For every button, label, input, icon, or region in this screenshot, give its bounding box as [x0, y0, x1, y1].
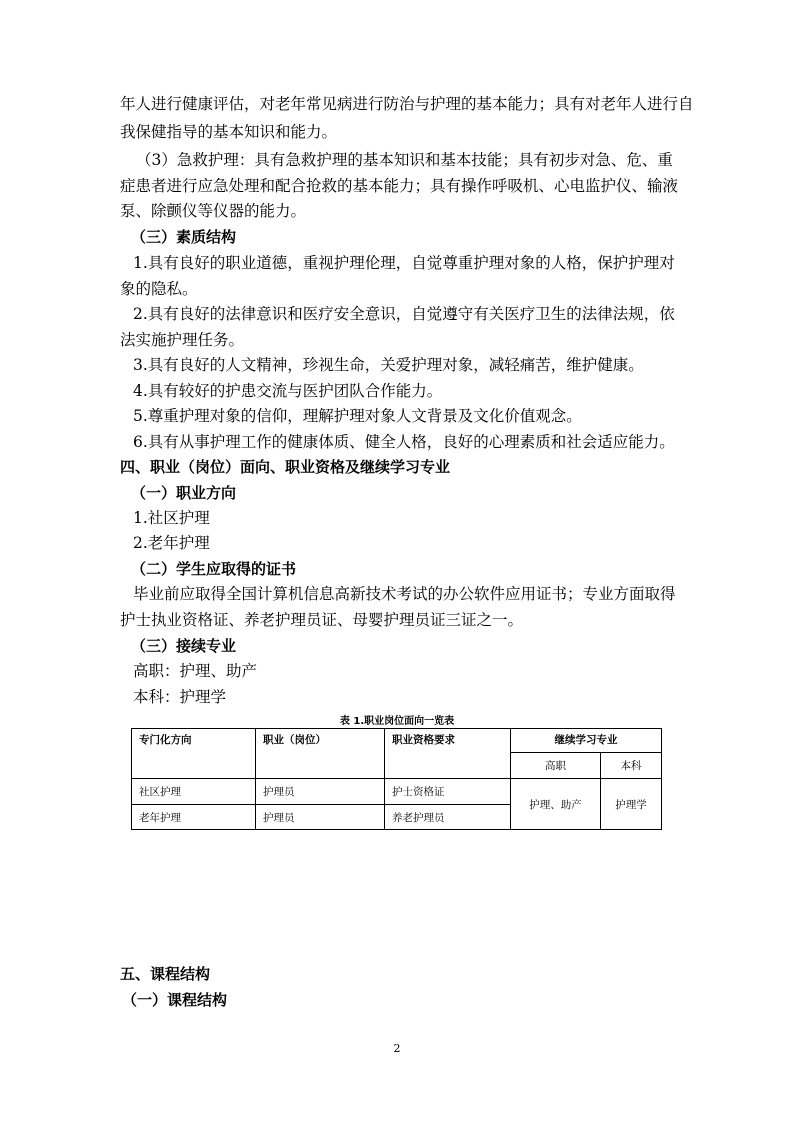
header-bachelor: 本科 — [601, 753, 662, 779]
cell-qualification: 护士资格证 — [385, 779, 511, 805]
body-line: 护士执业资格证、养老护理员证、母婴护理员证三证之一。 — [120, 611, 524, 629]
job-table — [131, 728, 662, 830]
body-line: 象的隐私。 — [120, 280, 198, 298]
body-line: 我保健指导的基本知识和能力。 — [120, 123, 338, 141]
cell-direction: 社区护理 — [132, 779, 256, 805]
header-direction: 专门化方向 — [132, 729, 256, 779]
body-line: 2.具有良好的法律意识和医疗安全意识，自觉遵守有关医疗卫生的法律法规，依 — [133, 305, 675, 323]
body-line: （3）急救护理：具有急救护理的基本知识和基本技能；具有初步对急、危、重 — [136, 151, 673, 169]
cell-vocational: 护理、助产 — [511, 779, 601, 830]
page-number: 2 — [393, 1042, 401, 1055]
body-line: 毕业前应取得全国计算机信息高新技术考试的办公软件应用证书；专业方面取得 — [133, 585, 676, 603]
body-line: 年人进行健康评估，对老年常见病进行防治与护理的基本能力；具有对老年人进行自 — [120, 95, 694, 113]
body-line: 本科：护理学 — [133, 688, 227, 706]
cell-qualification: 养老护理员 — [385, 805, 511, 830]
body-line: 6.具有从事护理工作的健康体质、健全人格，良好的心理素质和社会适应能力。 — [133, 433, 675, 451]
body-line: 泵、除颤仪等仪器的能力。 — [120, 202, 307, 220]
cell-direction: 老年护理 — [132, 805, 256, 830]
list-item: 1.社区护理 — [133, 509, 210, 527]
cell-job: 护理员 — [256, 805, 385, 830]
body-line: 5.尊重护理对象的信仰，理解护理对象人文背景及文化价值观念。 — [133, 407, 582, 425]
chapter-heading: 五、课程结构 — [120, 965, 211, 983]
section-heading: （一）职业方向 — [131, 484, 237, 502]
chapter-heading: 四、职业（岗位）面向、职业资格及继续学习专业 — [120, 458, 451, 476]
body-line: 4.具有较好的护患交流与医护团队合作能力。 — [133, 382, 443, 400]
section-heading: （一）课程结构 — [122, 991, 228, 1009]
body-line: 1.具有良好的职业道德，重视护理伦理，自觉尊重护理对象的人格，保护护理对 — [133, 254, 675, 272]
section-heading: （三）接续专业 — [131, 637, 237, 655]
cell-job: 护理员 — [256, 779, 385, 805]
header-qualification: 职业资格要求 — [385, 729, 511, 779]
cell-bachelor: 护理学 — [601, 779, 662, 830]
table-caption: 表 1.职业岗位面向一览表 — [339, 716, 455, 727]
header-vocational: 高职 — [511, 753, 601, 779]
header-further: 继续学习专业 — [511, 729, 662, 753]
table-row — [132, 779, 662, 805]
body-line: 法实施护理任务。 — [120, 331, 245, 349]
header-job: 职业（岗位） — [256, 729, 385, 779]
body-line: 3.具有良好的人文精神，珍视生命，关爱护理对象，减轻痛苦，维护健康。 — [133, 356, 644, 374]
section-heading: （三）素质结构 — [131, 228, 237, 246]
section-heading: （二）学生应取得的证书 — [131, 560, 297, 578]
list-item: 2.老年护理 — [133, 534, 210, 552]
body-line: 症患者进行应急处理和配合抢救的基本能力；具有操作呼吸机、心电监护仪、输液 — [120, 177, 679, 195]
body-line: 高职：护理、助产 — [133, 662, 258, 680]
